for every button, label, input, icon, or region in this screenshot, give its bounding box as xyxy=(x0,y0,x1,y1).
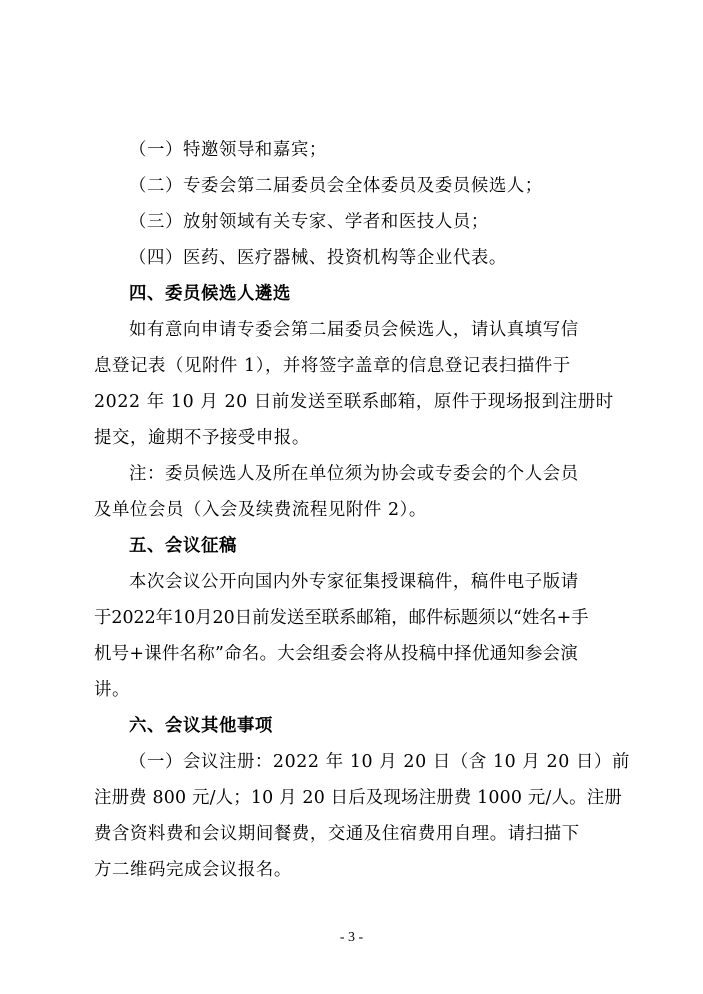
section6-body-line-4: 方二维码完成会议报名。 xyxy=(94,860,292,880)
section4-note-line-2: 及单位会员（入会及续费流程见附件 2）。 xyxy=(94,500,427,520)
section4-note-line-1: 注：委员候选人及所在单位须为协会或专委会的个人会员 xyxy=(129,464,579,484)
section5-body-line-4: 讲。 xyxy=(94,680,130,700)
page-number: - 3 - xyxy=(339,930,364,945)
attendee-item-1: （一）特邀领导和嘉宾； xyxy=(129,140,327,160)
section6-body-line-3: 费含资料费和会议期间餐费，交通及住宿费用自理。请扫描下 xyxy=(94,824,580,844)
section5-body-line-1: 本次会议公开向国内外专家征集授课稿件，稿件电子版请 xyxy=(129,572,579,592)
section6-body-line-2: 注册费 800 元/人；10 月 20 日后及现场注册费 1000 元/人。注册 xyxy=(94,788,622,808)
section-heading-candidate-selection: 四、委员候选人遴选 xyxy=(129,284,291,304)
attendee-item-4: （四）医药、医疗器械、投资机构等企业代表。 xyxy=(129,248,507,268)
section4-body-line-2: 息登记表（见附件 1），并将签字盖章的信息登记表扫描件于 xyxy=(94,356,571,376)
section6-body-line-1: （一）会议注册：2022 年 10 月 20 日（含 10 月 20 日）前 xyxy=(129,752,630,772)
section-heading-other-matters: 六、会议其他事项 xyxy=(129,716,273,736)
section5-body-line-3: 机号+课件名称”命名。大会组委会将从投稿中择优通知参会演 xyxy=(94,644,579,664)
section5-body-line-2: 于2022年10月20日前发送至联系邮箱，邮件标题须以“姓名+手 xyxy=(94,608,589,628)
section4-body-line-4: 提交，逾期不予接受申报。 xyxy=(94,428,310,448)
section4-body-line-3: 2022 年 10 月 20 日前发送至联系邮箱，原件于现场报到注册时 xyxy=(94,392,614,412)
attendee-item-3: （三）放射领域有关专家、学者和医技人员； xyxy=(129,212,489,232)
section-heading-call-for-papers: 五、会议征稿 xyxy=(129,536,237,556)
section4-body-line-1: 如有意向申请专委会第二届委员会候选人，请认真填写信 xyxy=(129,320,579,340)
attendee-item-2: （二）专委会第二届委员会全体委员及委员候选人； xyxy=(129,176,543,196)
